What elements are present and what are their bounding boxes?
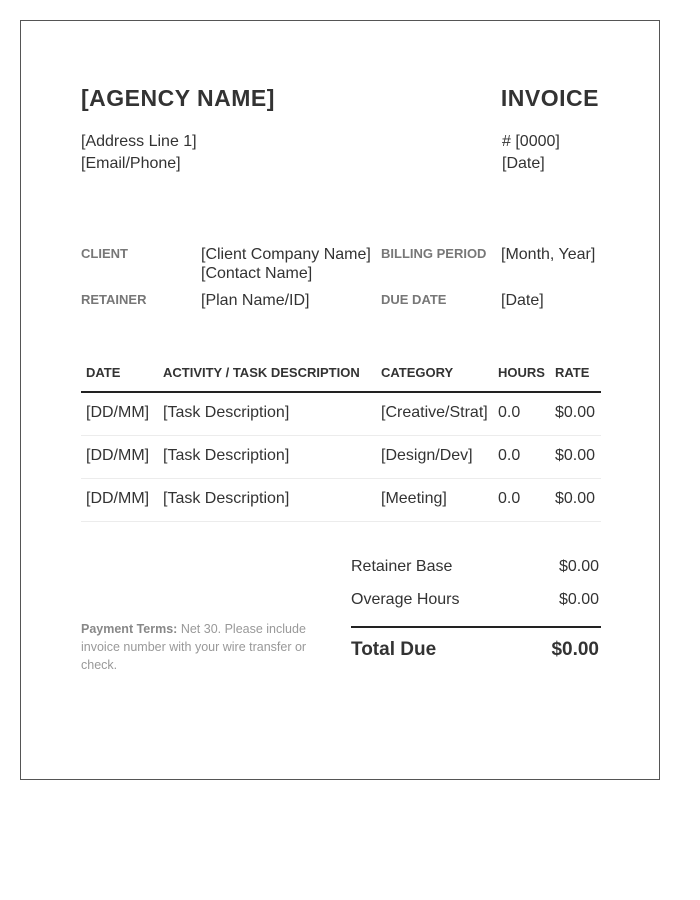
client-info xyxy=(201,245,371,283)
billing-period: [Month, Year] xyxy=(501,246,596,263)
col-category: CATEGORY xyxy=(381,365,454,380)
invoice-title: INVOICE xyxy=(500,85,599,111)
invoice-number: # [0000] xyxy=(502,133,560,150)
line-items-table xyxy=(81,353,601,522)
overage-hours-value: $0.00 xyxy=(558,591,599,608)
table-row xyxy=(81,479,601,522)
cell-hours: 0.0 xyxy=(498,490,521,507)
table-row xyxy=(81,393,601,436)
cell-description: [Task Description] xyxy=(163,404,290,421)
address-line: [Address Line 1] xyxy=(81,133,197,150)
cell-date: [DD/MM] xyxy=(86,447,150,464)
agency-contact xyxy=(81,131,197,175)
cell-description: [Task Description] xyxy=(163,490,290,507)
cell-hours: 0.0 xyxy=(498,404,521,421)
overage-hours-label: Overage Hours xyxy=(351,591,460,608)
cell-rate: $0.00 xyxy=(555,404,596,421)
col-date: DATE xyxy=(86,365,121,380)
table-row xyxy=(81,436,601,479)
client-label: CLIENT xyxy=(81,246,128,261)
retainer-label: RETAINER xyxy=(81,292,147,307)
cell-category: [Creative/Strat] xyxy=(381,404,488,421)
payment-terms-text: Net 30. Please include invoice number with your wire transfer or check. xyxy=(81,622,307,672)
invoice-date: [Date] xyxy=(502,155,545,172)
cell-date: [DD/MM] xyxy=(86,490,150,507)
cell-description: [Task Description] xyxy=(163,447,290,464)
payment-terms-label: Payment Terms: xyxy=(81,622,178,636)
col-description: ACTIVITY / TASK DESCRIPTION xyxy=(163,365,360,380)
table-header xyxy=(81,353,601,393)
col-hours: HOURS xyxy=(498,365,545,380)
cell-category: [Meeting] xyxy=(381,490,447,507)
total-divider xyxy=(351,626,601,628)
col-rate: RATE xyxy=(555,365,590,380)
cell-rate: $0.00 xyxy=(555,447,596,464)
total-due-value: $0.00 xyxy=(551,639,599,660)
due-date-label: DUE DATE xyxy=(381,292,447,307)
cell-date: [DD/MM] xyxy=(86,404,150,421)
retainer-plan: [Plan Name/ID] xyxy=(201,292,310,309)
billing-period-label: BILLING PERIOD xyxy=(381,246,487,261)
cell-category: [Design/Dev] xyxy=(381,447,473,464)
cell-rate: $0.00 xyxy=(555,490,596,507)
client-company: [Client Company Name] xyxy=(201,246,371,263)
email-phone: [Email/Phone] xyxy=(81,155,181,172)
retainer-base-value: $0.00 xyxy=(558,558,599,575)
due-date: [Date] xyxy=(501,292,544,309)
agency-name: [AGENCY NAME] xyxy=(81,85,275,111)
invoice-meta xyxy=(502,131,560,175)
cell-hours: 0.0 xyxy=(498,447,521,464)
retainer-base-label: Retainer Base xyxy=(351,558,453,575)
total-due-label: Total Due xyxy=(351,639,437,660)
payment-terms xyxy=(81,620,326,674)
contact-name: [Contact Name] xyxy=(201,265,313,282)
invoice-sheet xyxy=(20,20,660,780)
